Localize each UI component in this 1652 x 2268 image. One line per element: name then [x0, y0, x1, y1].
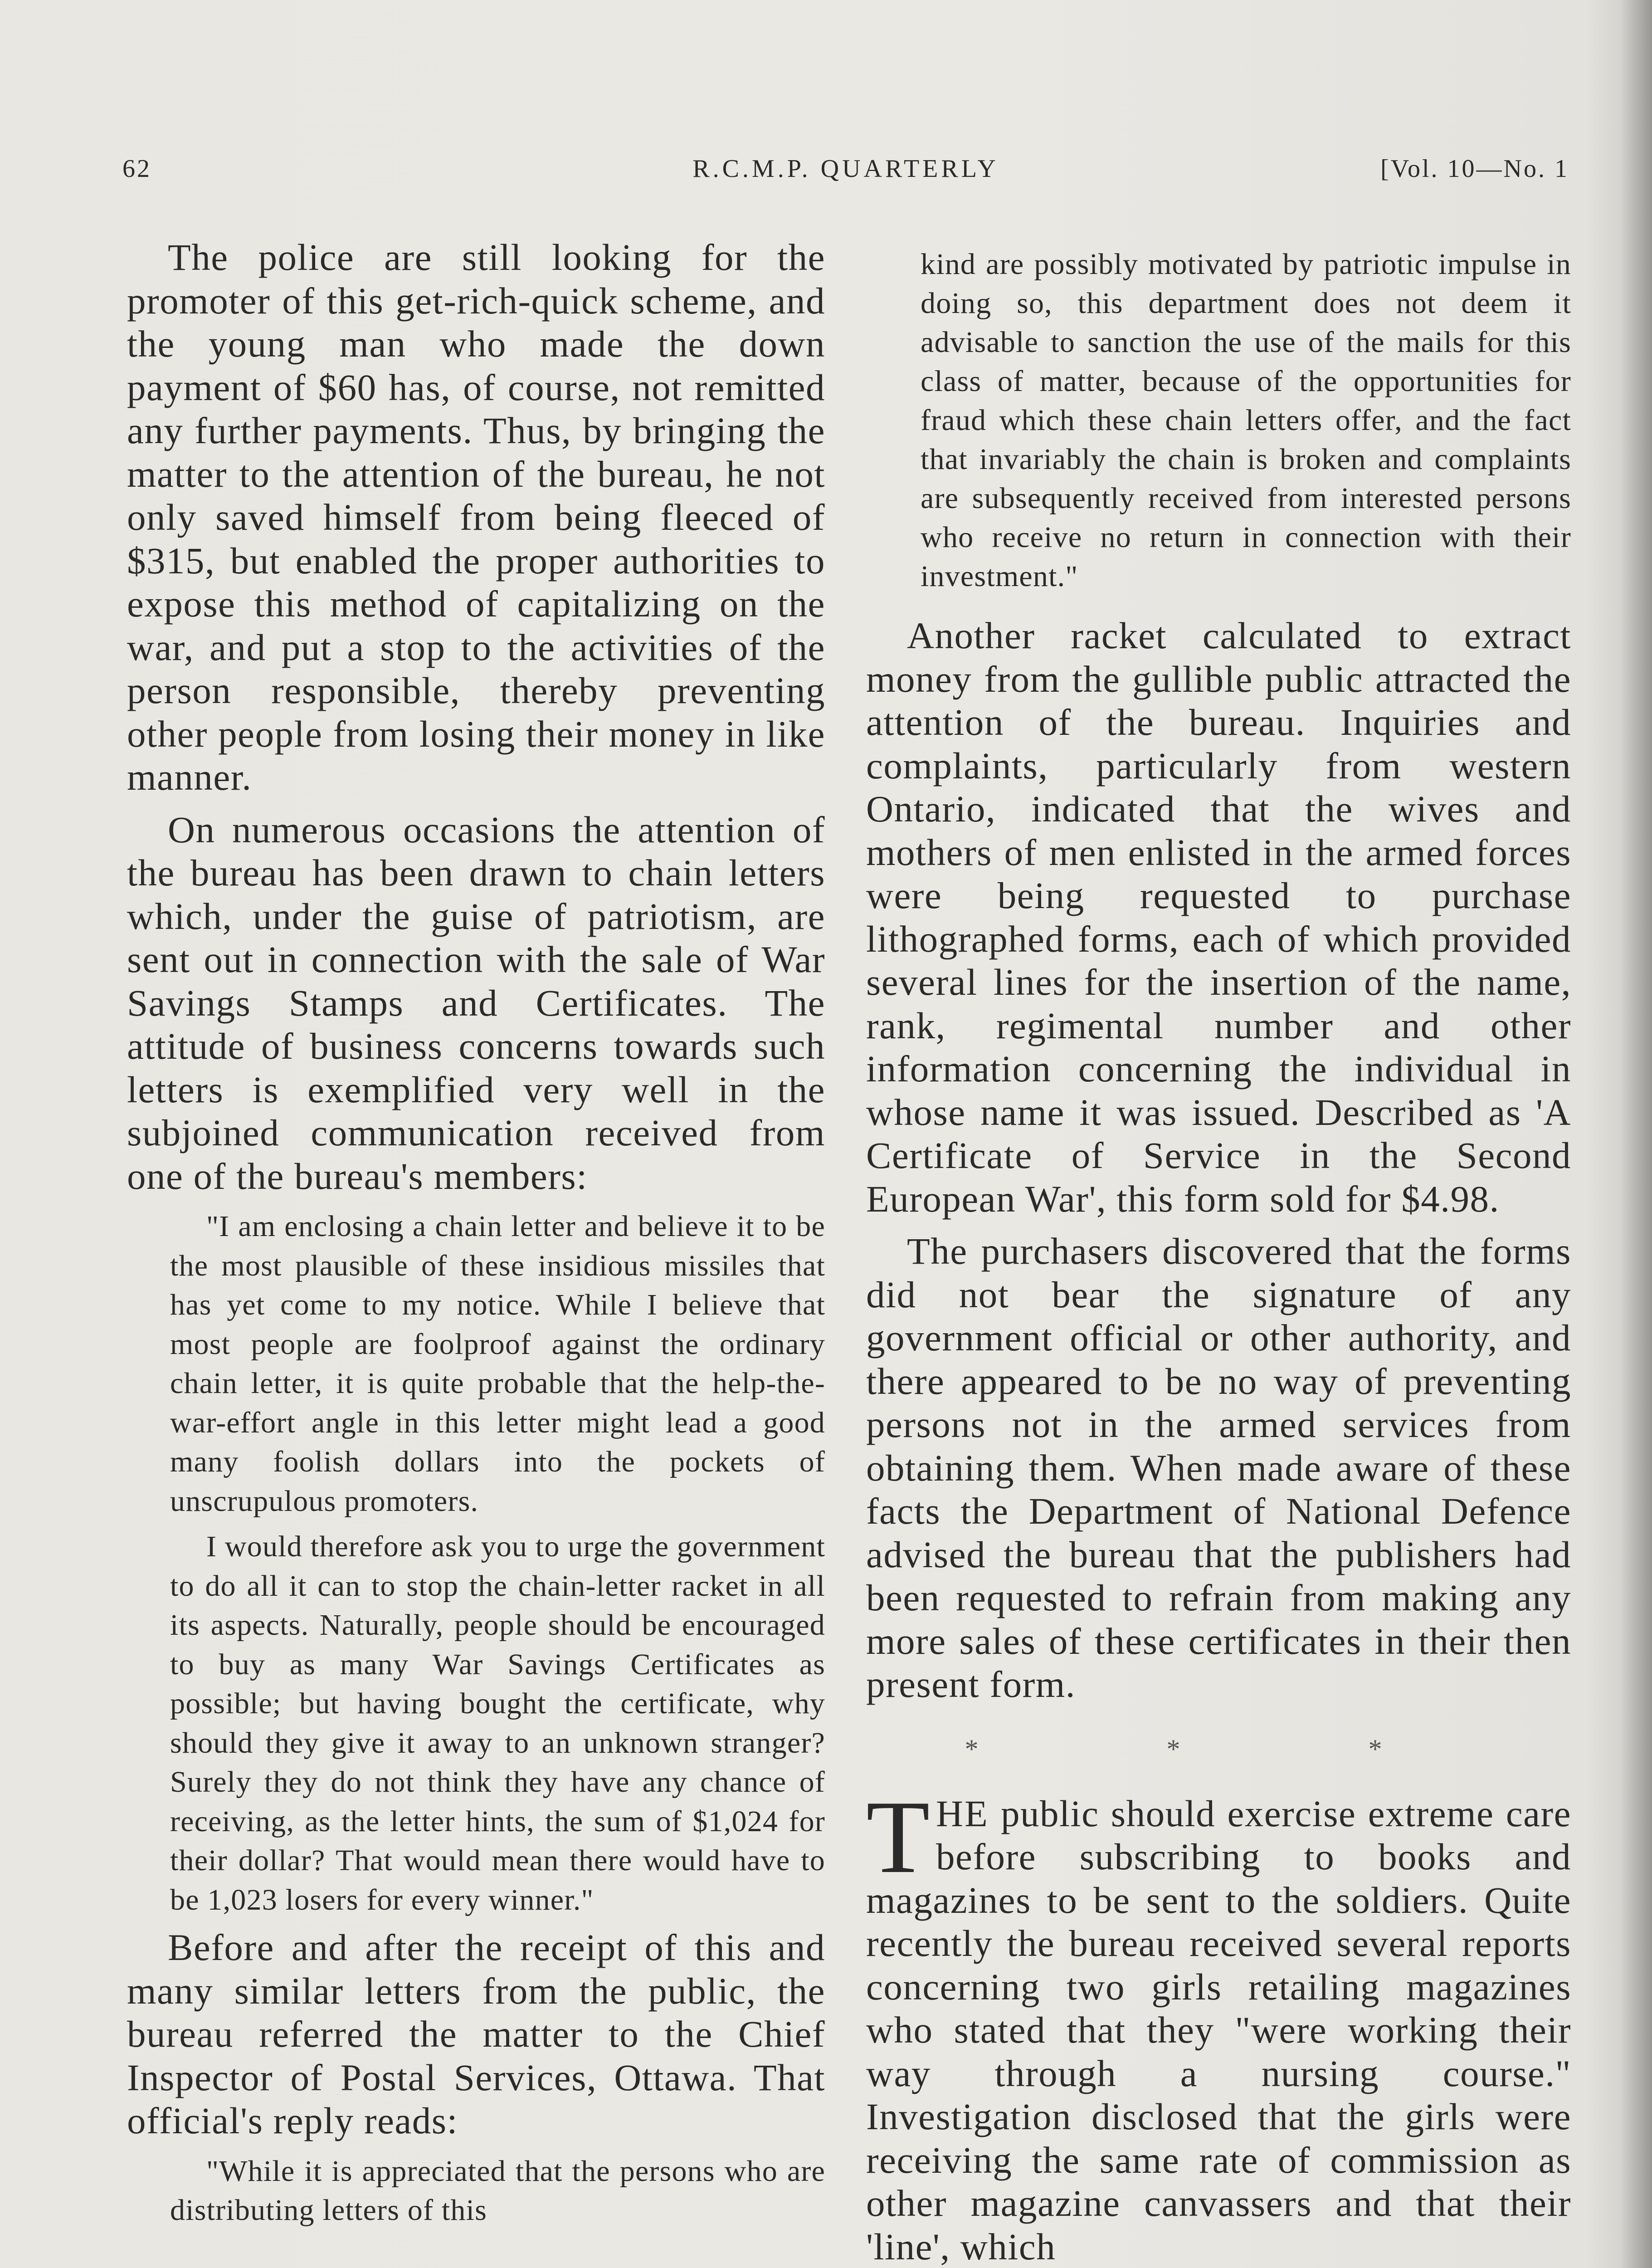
paragraph-chain-letters: On numerous occasions the attention of the bureau has been drawn to chain letters which, under the guise of patriotism, are sent out in connection with the sale of War Savings Stamps and Certificates. The attitude of business concerns towards such letters is exemplified very well in the subjoined communication received from one of the bureau's members:: [127, 808, 825, 1197]
book-spine-shadow: [1620, 0, 1652, 2268]
paragraph-certificate-racket: Another racket calculated to extract money from the gullible public attracted the attention of the bureau. Inquiries and complaints, particularly from western Ontario, indicated that the wives and mothers of men enlisted in the armed forces were being requested to purchase lithographed forms, each of which provided several lines for the insertion of the name, rank, regimental number and other information concerning the individual in whose name it was issued. Described as 'A Certificate of Service in the Second European War', this form sold for $4.98.: [866, 615, 1571, 1220]
volume-label: [Vol. 10—No. 1: [1380, 155, 1569, 183]
first-word: HE: [936, 1792, 989, 1834]
paragraph-magazines: [866, 1779, 1571, 2268]
page-number: 62: [122, 155, 151, 183]
running-header: [122, 154, 1569, 195]
quote-postal-reply-continued: kind are possibly motivated by patriotic impulse in doing so, this department does not deem it advisable to sanction the use of the mails for this class of matter, because of the opportunities for fraud which these chain letters offer, and the fact that invariably the chain is broken and complaints are subsequently received from interested persons who receive no return in connection with their investment.": [921, 248, 1571, 593]
quote-postal-reply-start: "While it is appreciated that the persons who are distributing letters of this: [170, 2154, 825, 2227]
paragraph-magazines-text: public should exercise extreme care before subscribing to books and magazines to be sent to the soldiers. Quite recently the bureau received several reports concerning two girls retailing magazines who stated that they "were working their way through a nursing course." Investigation disclosed that the girls were receiving the same rate of commission as other magazine canvassers and that their 'line', which: [866, 1792, 1571, 2268]
quote-member-letter-2: I would therefore ask you to urge the government to do all it can to stop the chain-letter racket in all its aspects. Naturally, people should be encouraged to buy as many War Savings Certificates as possible; but having bought the certificate, why should they give it away to an unknown stranger? Surely they do not think they have any chance of receiving, as the letter hints, the sum of $1,024 for their dollar? That would mean there would have to be 1,023 losers for every winner.": [170, 1530, 825, 1916]
left-column: [127, 236, 825, 2237]
quote-member-letter-1: "I am enclosing a chain letter and believe it to be the most plausible of these insidious missiles that has yet come to my notice. While I believe that most people are foolproof against the ordinary chain letter, it is quite probable that the help-the-war-effort angle in this letter might lead a good many foolish dollars into the pockets of unscrupulous promoters.: [170, 1210, 825, 1518]
paragraph-postal-services: Before and after the receipt of this and many similar letters from the public, the bureau referred the matter to the Chief Inspector of Postal Services, Ottawa. That official's reply reads:: [127, 1926, 825, 2141]
section-separator: * * *: [965, 1734, 1473, 1764]
right-column: [866, 245, 1571, 2268]
drop-cap: T: [866, 1779, 931, 1895]
paragraph-police-promoter: The police are still looking for the promoter of this get-rich-quick scheme, and the young man who made the down payment of $60 has, of course, not remitted any further payments. Thus, by bringing the matter to the attention of the bureau, he not only saved himself from being fleeced of $315, but enabled the proper authorities to expose this method of capitalizing on the war, and put a stop to the activities of the person responsible, thereby preventing other people from losing their money in like manner.: [127, 236, 825, 798]
journal-title: R.C.M.P. QUARTERLY: [692, 155, 999, 183]
paragraph-purchasers-discovered: The purchasers discovered that the forms did not bear the signature of any government official or other authority, and there appeared to be no way of preventing persons not in the armed services from obtaining them. When made aware of these facts the Department of National Defence advised the bureau that the publishers had been requested to refrain from making any more sales of these certificates in their then present form.: [866, 1230, 1571, 1705]
